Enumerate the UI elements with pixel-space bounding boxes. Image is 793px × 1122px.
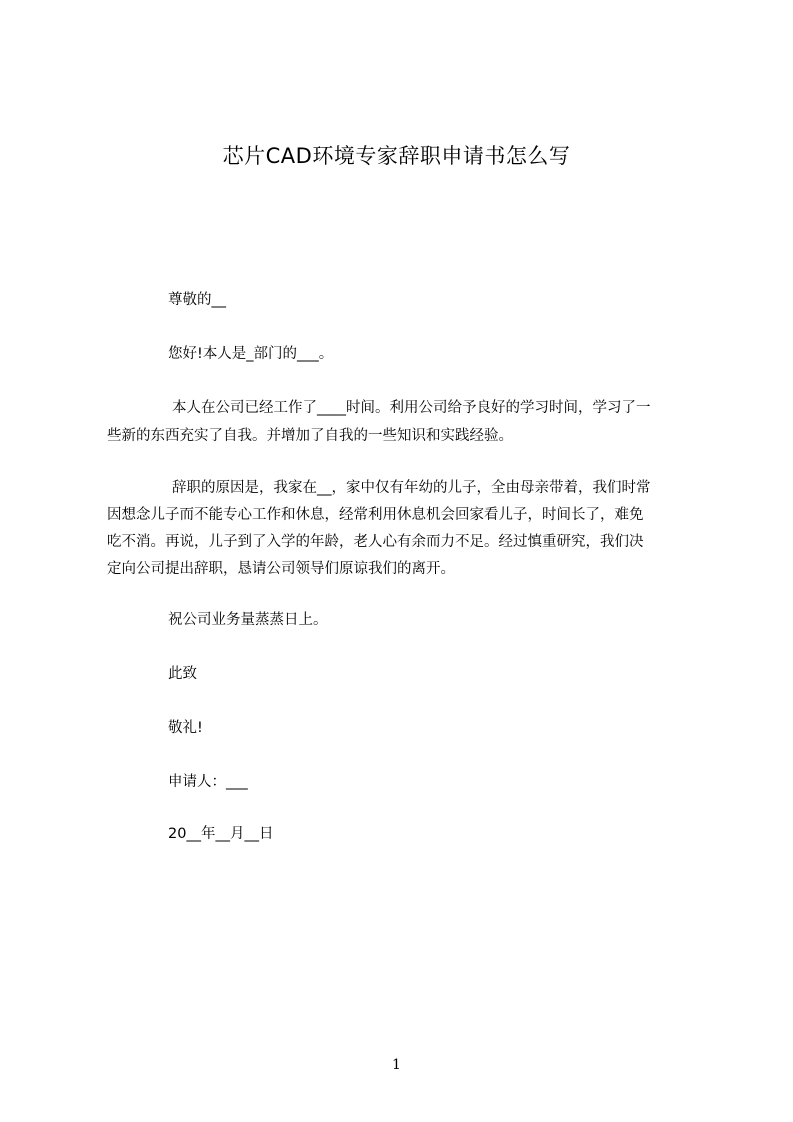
document-title: 芯片CAD环境专家辞职申请书怎么写 [222,144,571,168]
greeting: 您好!本人是_部门的___。 [168,346,334,362]
paragraph-line: 些新的东西充实了自我。并增加了自我的一些知识和实践经验。 [107,428,513,444]
salutation: 尊敬的__ [168,292,226,308]
paragraph-line: 定向公司提出辞职，恳请公司领导们原谅我们的离开。 [107,561,455,577]
date-line: 20__年__月__日 [168,826,274,842]
wish-line: 祝公司业务量蒸蒸日上。 [168,612,328,628]
paragraph-line: 本人在公司已经工作了____时间。利用公司给予良好的学习时间，学习了一 [172,400,651,416]
paragraph-line: 辞职的原因是，我家在__，家中仅有年幼的儿子，全由母亲带着，我们时常 [172,480,651,496]
closing-salute: 敬礼! [168,720,203,736]
page-number: 1 [392,1057,401,1073]
closing-line: 此致 [168,666,197,682]
paragraph-line: 因想念儿子而不能专心工作和休息，经常利用休息机会回家看儿子，时间长了，难免 [107,507,644,523]
applicant-line: 申请人：___ [168,774,248,790]
paragraph-line: 吃不消。再说，儿子到了入学的年龄，老人心有余而力不足。经过慎重研究，我们决 [107,534,644,550]
